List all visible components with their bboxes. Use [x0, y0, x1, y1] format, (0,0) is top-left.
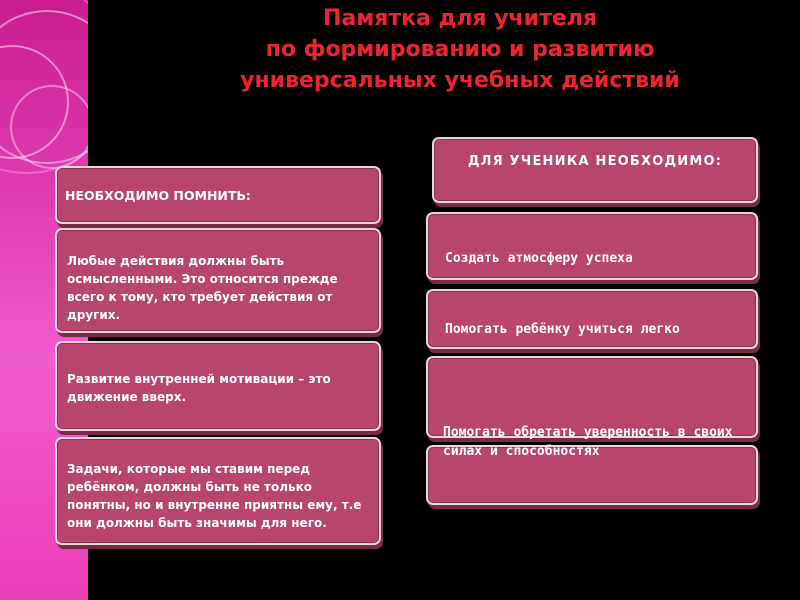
- left-item-2-text: Развитие внутренней мотивации – это движение вверх.: [67, 372, 331, 404]
- left-item-1: [55, 228, 381, 333]
- left-header-box: [55, 166, 381, 224]
- left-item-3-text: Задачи, которые мы ставим перед ребёнком, должны быть не только понятны, но и внутренне приятны ему, т.е они должны быть значимы для него.: [67, 462, 362, 530]
- right-item-1: [426, 212, 758, 280]
- decorative-ring: [10, 85, 88, 169]
- title-line-3: универсальных учебных действий: [240, 68, 680, 93]
- left-item-1-text: Любые действия должны быть осмысленными. Это относится прежде всего к тому, кто требует действия от других.: [67, 254, 338, 322]
- left-item-2: [55, 341, 381, 431]
- right-item-2-text: Помогать ребёнку учиться легко: [445, 322, 680, 337]
- right-item-2: [426, 289, 758, 349]
- title-line-1: Памятка для учителя: [323, 6, 597, 31]
- left-header-label: НЕОБХОДИМО ПОМНИТЬ:: [65, 188, 251, 203]
- slide-title: [170, 3, 750, 96]
- left-item-3: [55, 437, 381, 545]
- right-item-1-text: Создать атмосферу успеха: [445, 251, 633, 266]
- right-header-label: ДЛЯ УЧЕНИКА НЕОБХОДИМО:: [467, 154, 723, 169]
- title-line-2: по формированию и развитию: [265, 37, 655, 62]
- right-item-3-text: Помогать обретать уверенность в своих силах и способностях: [443, 425, 733, 459]
- right-header-box: [432, 137, 758, 203]
